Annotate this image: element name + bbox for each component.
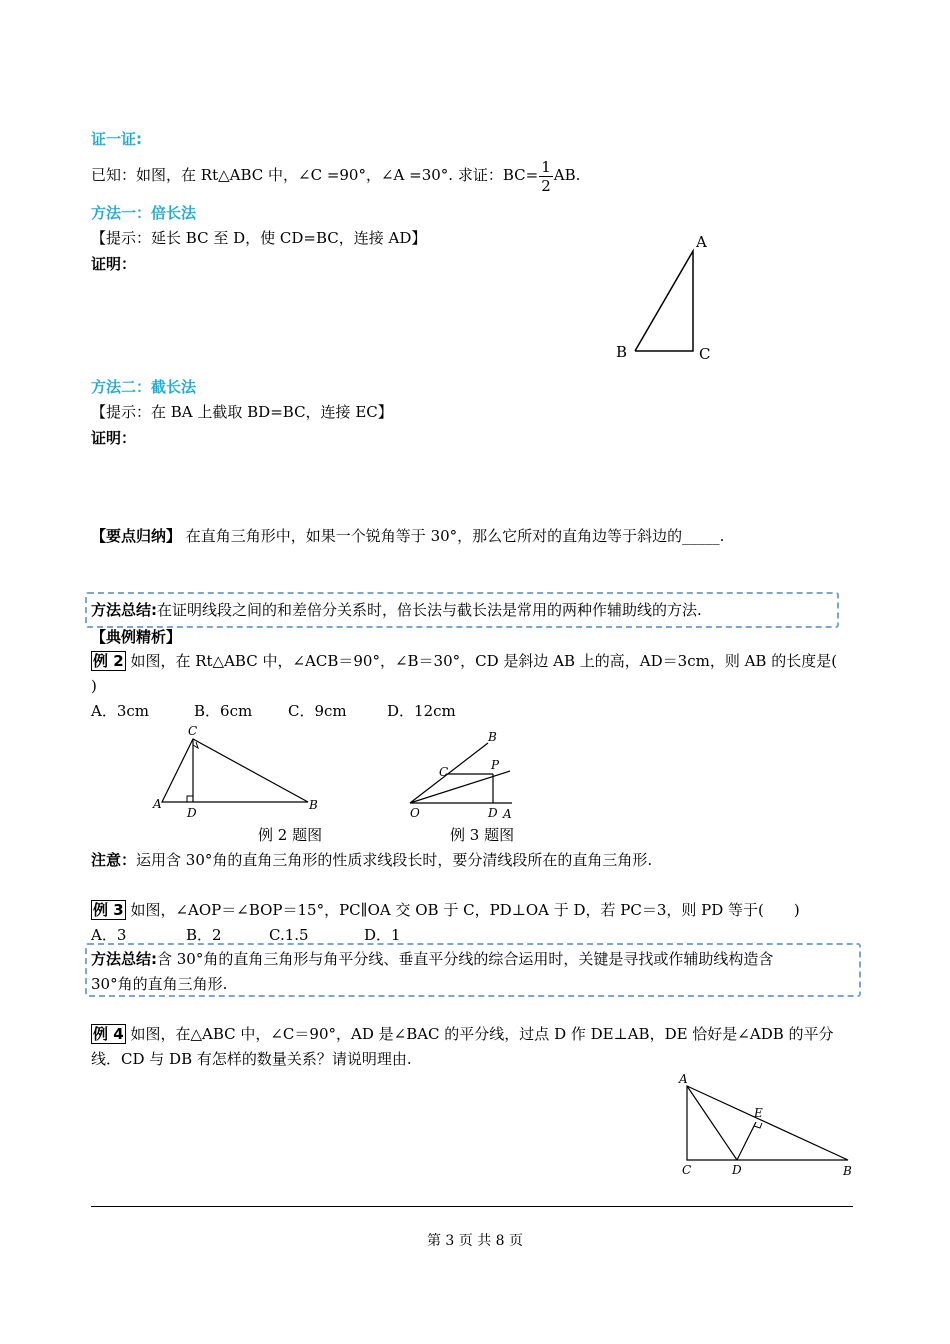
perpendicular-de <box>737 1122 756 1160</box>
figure-2-triangle <box>145 722 325 822</box>
example-4-question <box>91 1024 834 1044</box>
fraction-one-half <box>539 158 553 195</box>
triangle-abc-fig4 <box>687 1086 848 1160</box>
fig4-label-a: A <box>679 1072 688 1086</box>
example-3-question <box>91 900 800 920</box>
example-2-option-b: B．6cm <box>194 702 253 720</box>
example-2-text-cont: ) <box>91 677 97 695</box>
method1-title: 方法一：倍长法 <box>91 204 197 222</box>
fig3-label-d: D <box>488 806 498 820</box>
fig1-label-c: C <box>699 345 711 363</box>
fig4-label-e: E <box>754 1106 763 1120</box>
example-2-option-a: A．3cm <box>91 702 150 720</box>
page-number: 第 3 页 共 8 页 <box>426 1233 524 1249</box>
triangle-abc <box>635 251 693 351</box>
fraction-numerator: 1 <box>541 157 551 176</box>
fig4-label-d: D <box>732 1163 742 1177</box>
example-2-text: 如图，在 Rt△ABC 中，∠ACB＝90°，∠B＝30°，CD 是斜边 AB 上的高，AD＝3cm，则 AB 的长度是( <box>130 652 838 670</box>
key-point <box>91 526 724 546</box>
given-prefix: 已知：如图，在 Rt△ABC 中，∠C =90°，∠A =30°. 求证：BC= <box>91 166 539 184</box>
example-2-question <box>91 651 837 671</box>
note <box>91 850 652 870</box>
note-label: 注意： <box>91 851 137 869</box>
example-2-option-c: C．9cm <box>288 702 347 720</box>
examples-heading: 【典例精析】 <box>91 628 182 646</box>
figure-3-caption: 例 3 题图 <box>450 826 515 844</box>
example-3-label: 例 3 <box>93 901 124 919</box>
section-title: 证一证: <box>91 130 142 148</box>
fig2-label-a: A <box>153 797 162 811</box>
method1-hint: 【提示：延长 BC 至 D，使 CD=BC，连接 AD】 <box>91 229 427 247</box>
figure-1-triangle <box>600 228 730 368</box>
ray-ob <box>410 743 488 803</box>
summary2-label: 方法总结: <box>91 950 157 968</box>
example-3-text: 如图，∠AOP＝∠BOP＝15°，PC∥OA 交 OB 于 C，PD⊥OA 于 D，若 PC＝3，则 PD 等于( ) <box>130 901 800 919</box>
figure-4-triangle <box>670 1068 865 1180</box>
fig4-label-c: C <box>682 1163 692 1177</box>
given-statement <box>91 155 580 195</box>
summary1-text: 在证明线段之间的和差倍分关系时，倍长法与截长法是常用的两种作辅助线的方法. <box>157 601 702 619</box>
example-4-label: 例 4 <box>93 1025 124 1043</box>
fig4-label-b: B <box>843 1164 852 1178</box>
method2-title: 方法二：截长法 <box>91 378 197 396</box>
example-2-option-d: D．12cm <box>387 702 456 720</box>
example-4-text-cont: 线．CD 与 DB 有怎样的数量关系？请说明理由. <box>91 1050 412 1068</box>
given-suffix: AB. <box>553 166 581 184</box>
right-angle-mark-d <box>187 796 193 802</box>
fig3-label-p: P <box>491 758 500 772</box>
fig2-label-d: D <box>187 806 197 820</box>
triangle-abc-fig2 <box>162 739 308 802</box>
footer-divider <box>91 1206 853 1207</box>
key-point-label: 【要点归纳】 <box>91 527 182 545</box>
figure-3-angles <box>400 725 525 825</box>
key-point-text: 在直角三角形中，如果一个锐角等于 30°，那么它所对的直角边等于斜边的_____. <box>185 527 725 545</box>
summary2-text-cont: 30°角的直角三角形. <box>91 975 228 993</box>
example-2-label: 例 2 <box>93 652 124 670</box>
fig2-label-c: C <box>188 724 198 738</box>
example-3-option-a: A．3 <box>91 926 127 944</box>
fig3-label-b: B <box>488 730 497 744</box>
ray-op <box>410 771 510 803</box>
fraction-denominator: 2 <box>541 176 551 195</box>
summary2-text: 含 30°角的直角三角形与角平分线、垂直平分线的综合运用时，关键是寻找或作辅助线构造含 <box>157 950 774 968</box>
fig1-label-a: A <box>696 233 707 251</box>
example-3-option-c: C.1.5 <box>269 926 309 944</box>
fig3-label-o: O <box>410 806 420 820</box>
fig3-label-c: C <box>439 765 449 779</box>
example-3-option-b: B．2 <box>186 926 222 944</box>
summary1-label: 方法总结: <box>91 601 157 619</box>
method-summary-2 <box>91 949 773 969</box>
method2-hint: 【提示：在 BA 上截取 BD=BC，连接 EC】 <box>91 403 393 421</box>
example-3-option-d: D．1 <box>364 926 401 944</box>
right-angle-mark-c <box>193 742 198 748</box>
method2-proof-label: 证明： <box>91 429 137 447</box>
fig1-label-b: B <box>616 343 628 361</box>
method1-proof-label: 证明： <box>91 255 137 273</box>
example-4-text: 如图，在△ABC 中，∠C＝90°，AD 是∠BAC 的平分线，过点 D 作 DE⊥AB，DE 恰好是∠ADB 的平分 <box>130 1025 834 1043</box>
method-summary-1 <box>91 600 702 620</box>
fig2-label-b: B <box>309 798 318 812</box>
note-text: 运用含 30°角的直角三角形的性质求线段长时，要分清线段所在的直角三角形. <box>136 851 653 869</box>
fig3-label-a: A <box>503 807 512 821</box>
figure-2-caption: 例 2 题图 <box>258 826 323 844</box>
